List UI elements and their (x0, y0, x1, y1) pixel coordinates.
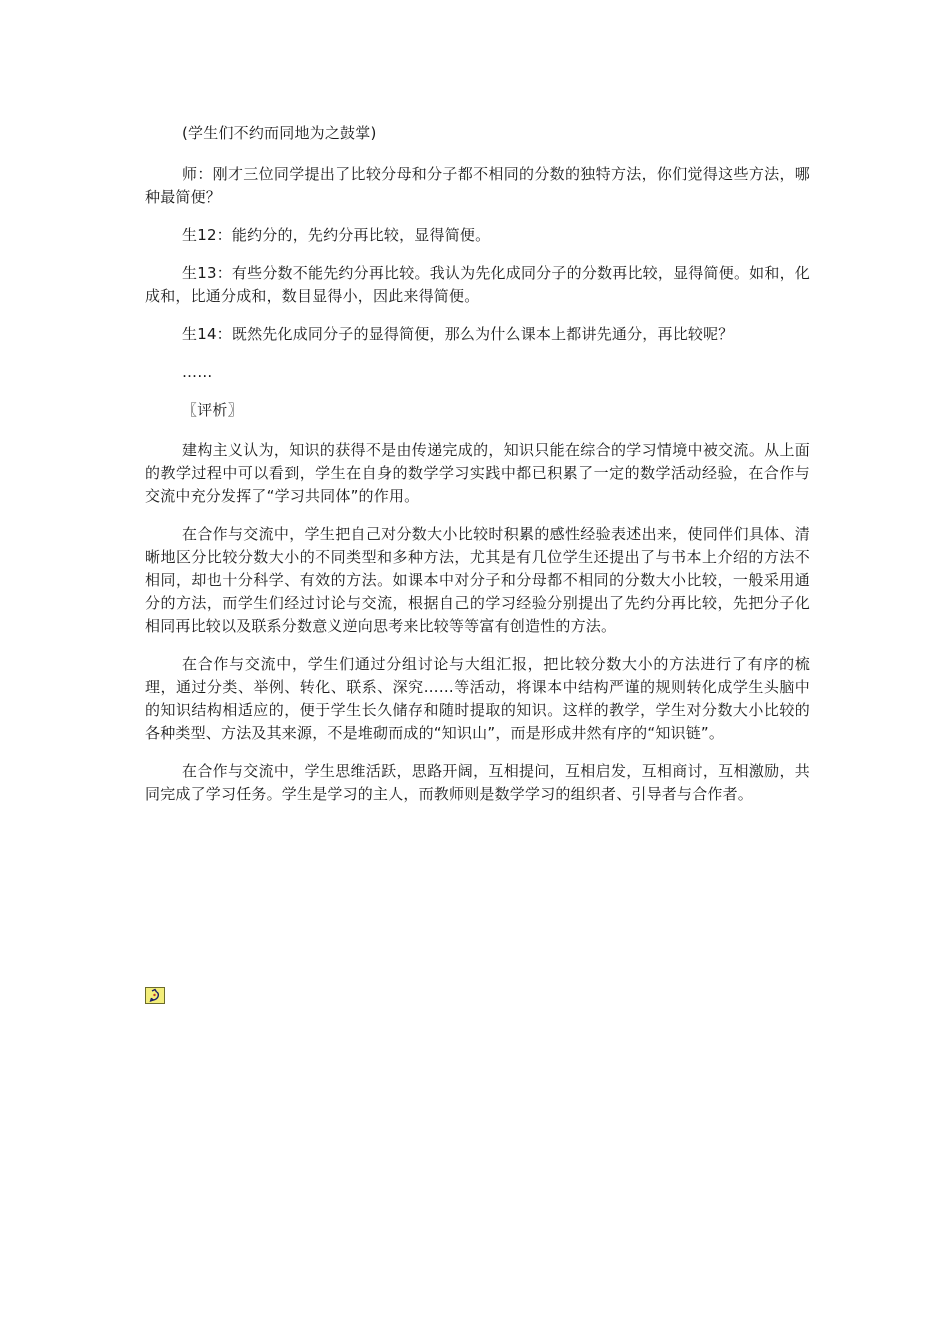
embedded-object-icon[interactable] (145, 987, 165, 1004)
paragraph-cooperation-1: 在合作与交流中，学生把自己对分数大小比较时积累的感性经验表述出来，使同伴们具体、清晰地区分比较分数大小的不同类型和多种方法，尤其是有几位学生还提出了与书本上介绍的方法不相同，却也十分科学、有效的方法。如课本中对分子和分母都不相同的分数大小比较，一般采用通分的方法，而学生们经过讨论与交流，根据自己的学习经验分别提出了先约分再比较，先把分子化相同再比较以及联系分数意义逆向思考来比较等等富有创造性的方法。 (145, 525, 810, 635)
paragraph-teacher-question: 师：刚才三位同学提出了比较分母和分子都不相同的分数的独特方法，你们觉得这些方法，哪种最简便？ (145, 165, 810, 206)
paragraph-constructivism: 建构主义认为，知识的获得不是由传递完成的，知识只能在综合的学习情境中被交流。从上面的教学过程中可以看到，学生在自身的数学学习实践中都已积累了一定的数学活动经验，在合作与交流中充分发挥了“学习共同体”的作用。 (145, 441, 810, 505)
paragraph-cooperation-2: 在合作与交流中，学生们通过分组讨论与大组汇报，把比较分数大小的方法进行了有序的梳理，通过分类、举例、转化、联系、深究……等活动，将课本中结构严谨的规则转化成学生头脑中的知识结构相适应的，便于学生长久储存和随时提取的知识。这样的教学，学生对分数大小比较的各种类型、方法及其来源，不是堆砌而成的“知识山”，而是形成井然有序的“知识链”。 (145, 655, 810, 742)
paragraph-student-13: 生13：有些分数不能先约分再比较。我认为先化成同分子的分数再比较，显得简便。如和，化成和，比通分成和，数目显得小，因此来得简便。 (145, 264, 810, 305)
paragraph-ellipsis: …… (182, 363, 213, 381)
paragraph-applause: (学生们不约而同地为之鼓掌) (182, 124, 377, 142)
document-body (145, 122, 810, 821)
paragraph-student-14: 生14：既然先化成同分子的显得简便，那么为什么课本上都讲先通分，再比较呢？ (182, 325, 734, 343)
paragraph-cooperation-3: 在合作与交流中，学生思维活跃，思路开阔，互相提问，互相启发，互相商讨，互相激励，共同完成了学习任务。学生是学习的主人，而教师则是数学学习的组织者、引导者与合作者。 (145, 762, 810, 803)
paragraph-student-12: 生12：能约分的，先约分再比较，显得简便。 (182, 226, 491, 244)
embedded-object-glyph (146, 988, 164, 1003)
section-heading-analysis: 〖评析〗 (182, 401, 243, 419)
